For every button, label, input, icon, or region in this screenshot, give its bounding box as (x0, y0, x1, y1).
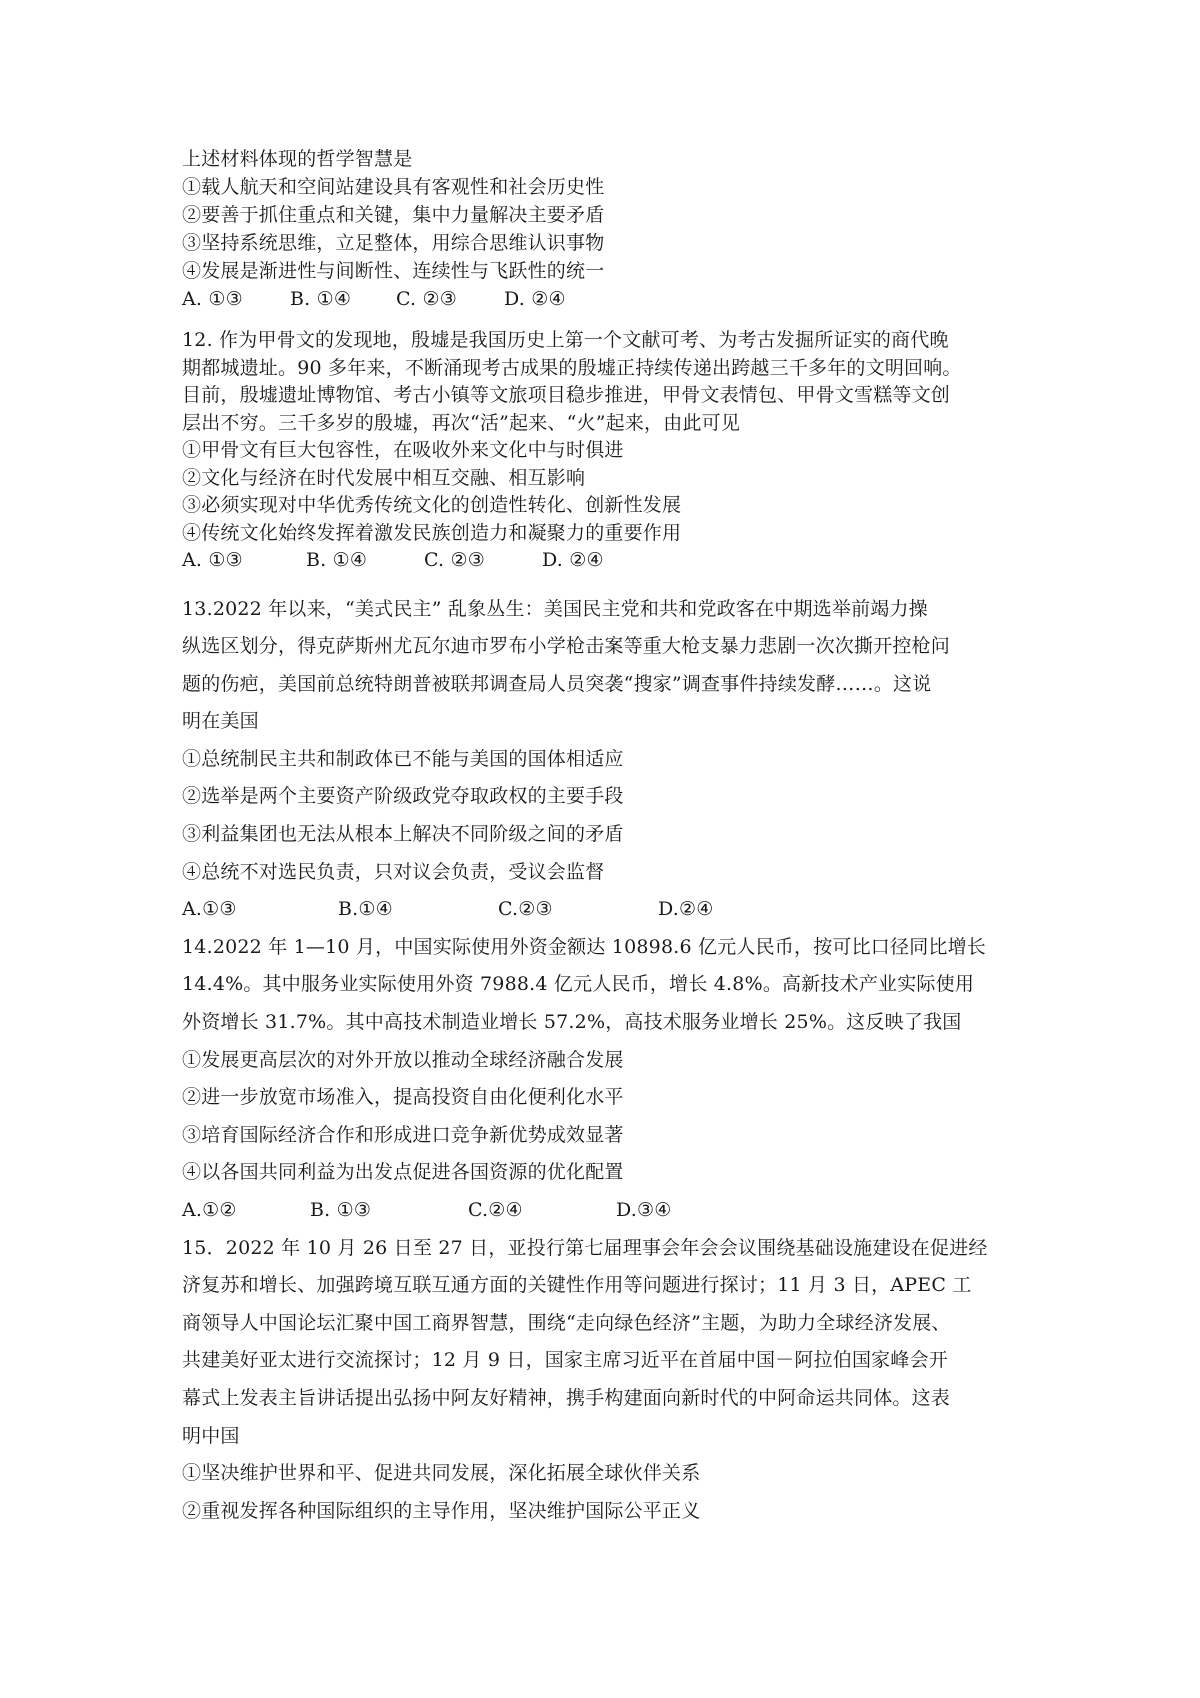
option-1: ①总统制民主共和制政体已不能与美国的国体相适应 (182, 747, 624, 770)
choice-a: A.①② (182, 1199, 237, 1221)
choice-d: D. ②④ (504, 288, 566, 310)
option-2: ②进一步放宽市场准入，提高投资自由化便利化水平 (182, 1086, 624, 1109)
option-3: ③必须实现对中华优秀传统文化的创造性转化、创新性发展 (182, 494, 682, 516)
choice-a: A. ①③ (182, 549, 243, 571)
option-2: ②选举是两个主要资产阶级政党夺取政权的主要手段 (182, 785, 624, 808)
choice-b: B. ①④ (306, 549, 368, 571)
answer-choices (182, 891, 1032, 929)
question-stem-line: 外资增长 31.7%。其中高技术制造业增长 57.2%，高技术服务业增长 25%。这反映了我国 (182, 1011, 962, 1034)
option-3: ③培育国际经济合作和形成进口竞争新优势成效显著 (182, 1123, 624, 1146)
question-15 (182, 1230, 1032, 1531)
question-stem-line: 题的伤疤，美国前总统特朗普被联邦调查局人员突袭“搜家”调查事件持续发酵……。这说 (182, 672, 932, 695)
choice-d: D.②④ (658, 898, 714, 921)
answer-choices (182, 1192, 1032, 1230)
question-stem-line: 13.2022 年以来，“美式民主” 乱象丛生：美国民主党和共和党政客在中期选举前竭力操 (182, 597, 928, 620)
question-stem-line: 商领导人中国论坛汇聚中国工商界智慧，围绕“走向绿色经济”主题，为助力全球经济发展、 (182, 1311, 951, 1334)
option-2: ②重视发挥各种国际组织的主导作用，坚决维护国际公平正义 (182, 1499, 701, 1522)
question-stem-line: 14.4%。其中服务业实际使用外资 7988.4 亿元人民币，增长 4.8%。高新技术产业实际使用 (182, 973, 975, 996)
option-4: ④发展是渐进性与间断性、连续性与飞跃性的统一 (182, 260, 605, 282)
question-stem-line: 明中国 (182, 1424, 240, 1447)
question-stem: 上述材料体现的哲学智慧是 (182, 148, 413, 170)
question-12 (182, 327, 1032, 575)
question-11-tail (182, 145, 1032, 313)
question-stem-line: 层出不穷。三千多岁的殷墟，再次“活”起来、“火”起来，由此可见 (182, 411, 741, 434)
question-stem-line: 明在美国 (182, 710, 259, 733)
question-stem-line: 纵选区划分，得克萨斯州尤瓦尔迪市罗布小学枪击案等重大枪支暴力悲剧一次次撕开控枪问 (182, 635, 951, 658)
question-stem-line: 济复苏和增长、加强跨境互联互通方面的关键性作用等问题进行探讨；11 月 3 日，APEC 工 (182, 1274, 972, 1297)
option-1: ①发展更高层次的对外开放以推动全球经济融合发展 (182, 1048, 624, 1071)
question-stem-line: 期都城遗址。90 多年来，不断涌现考古成果的殷墟正持续传递出跨越三千多年的文明回响。 (182, 356, 962, 379)
question-stem-line: 15．2022 年 10 月 26 日至 27 日，亚投行第七届理事会年会会议围绕基础设施建设在促进经 (182, 1236, 988, 1259)
choice-c: C. ②③ (424, 549, 486, 571)
question-stem-line: 目前，殷墟遗址博物馆、考古小镇等文旅项目稳步推进，甲骨文表情包、甲骨文雪糕等文创 (182, 384, 951, 406)
choice-c: C. ②③ (396, 288, 458, 310)
choice-b: B.①④ (338, 898, 393, 921)
option-1: ①坚决维护世界和平、促进共同发展，深化拓展全球伙伴关系 (182, 1462, 701, 1485)
question-stem-line: 幕式上发表主旨讲话提出弘扬中阿友好精神，携手构建面向新时代的中阿命运共同体。这表 (182, 1386, 951, 1409)
exam-page (182, 145, 1032, 1530)
answer-choices (182, 285, 1032, 313)
option-4: ④总统不对选民负责，只对议会负责，受议会监督 (182, 860, 605, 883)
question-14 (182, 929, 1032, 1230)
option-1: ①载人航天和空间站建设具有客观性和社会历史性 (182, 176, 605, 198)
option-1: ①甲骨文有巨大包容性，在吸收外来文化中与时俱进 (182, 439, 624, 461)
choice-b: B. ①③ (310, 1199, 372, 1221)
question-13 (182, 591, 1032, 929)
question-stem-line: 14.2022 年 1—10 月，中国实际使用外资金额达 10898.6 亿元人民币，按可比口径同比增长 (182, 935, 987, 958)
choice-c: C.②④ (468, 1199, 523, 1221)
question-stem-line: 共建美好亚太进行交流探讨；12 月 9 日，国家主席习近平在首届中国－阿拉伯国家峰会开 (182, 1349, 948, 1372)
option-2: ②要善于抓住重点和关键，集中力量解决主要矛盾 (182, 204, 605, 226)
option-3: ③坚持系统思维，立足整体，用综合思维认识事物 (182, 232, 605, 254)
choice-a: A. ①③ (182, 288, 243, 310)
question-stem-line: 12. 作为甲骨文的发现地，殷墟是我国历史上第一个文献可考、为考古发掘所证实的商代晚 (182, 329, 949, 351)
option-2: ②文化与经济在时代发展中相互交融、相互影响 (182, 466, 586, 489)
answer-choices (182, 547, 1032, 575)
choice-c: C.②③ (498, 898, 553, 921)
option-4: ④以各国共同利益为出发点促进各国资源的优化配置 (182, 1161, 624, 1184)
choice-b: B. ①④ (290, 288, 352, 310)
choice-d: D.③④ (616, 1199, 672, 1221)
choice-a: A.①③ (182, 898, 237, 921)
option-3: ③利益集团也无法从根本上解决不同阶级之间的矛盾 (182, 823, 624, 846)
choice-d: D. ②④ (542, 549, 604, 571)
option-4: ④传统文化始终发挥着激发民族创造力和凝聚力的重要作用 (182, 521, 682, 544)
